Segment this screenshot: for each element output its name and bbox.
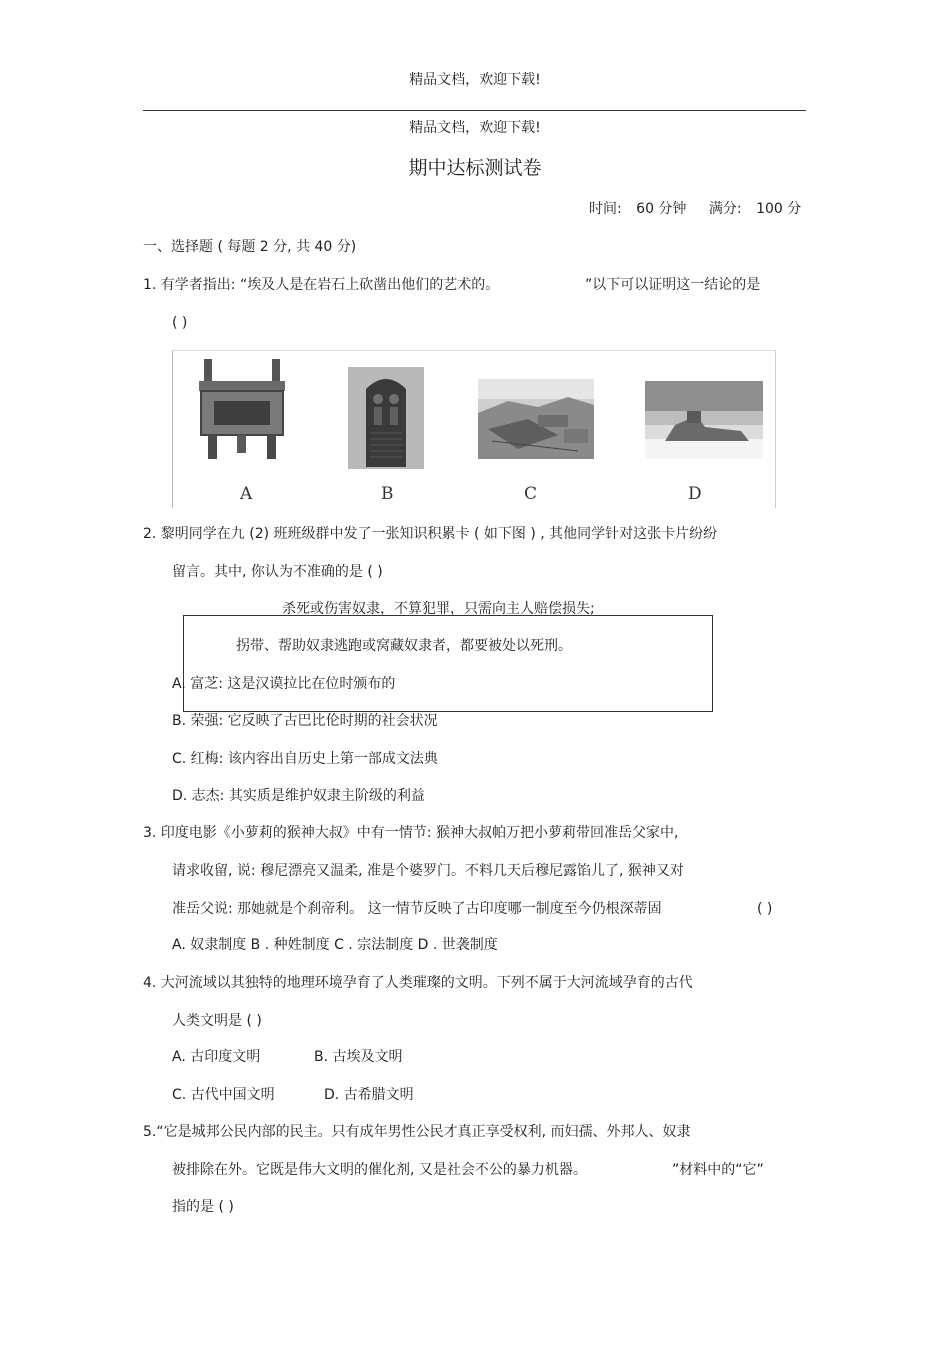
q4-option-a: A. 古印度文明	[172, 1049, 261, 1065]
q4-line1: 4. 大河流域以其独特的地理环境孕育了人类璀璨的文明。下列不属于大河流域孕育的古代	[143, 975, 693, 991]
q4-option-d: D. 古希腊文明	[324, 1087, 414, 1103]
ancient-ruins-icon	[478, 379, 594, 459]
q3-line2: 请求收留, 说: 穆尼漂亮又温柔, 准是个婆罗门。不料几天后穆尼露馅儿了, 猴神又对	[172, 863, 684, 879]
header-divider	[143, 110, 806, 111]
q4-option-b: B. 古埃及文明	[314, 1049, 403, 1065]
exam-meta	[589, 199, 801, 219]
q1-caption-d: D	[688, 484, 702, 504]
q3-line3: 准岳父说: 那她就是个刹帝利。 这一情节反映了古印度哪一制度至今仍根深蒂固	[172, 901, 662, 917]
q2-line2: 留言。其中, 你认为不准确的是 ( )	[172, 564, 383, 580]
q5-line1: 5.“它是城邦公民内部的民主。只有成年男性公民才真正享受权利, 而妇孺、外邦人、奴隶	[143, 1124, 691, 1140]
time-label: 时间:	[589, 201, 622, 217]
watermark-second: 精品文档，欢迎下载!	[409, 120, 541, 136]
q1-caption-c: C	[524, 484, 538, 504]
q2-card-line2: 拐带、帮助奴隶逃跑或窝藏奴隶者，都要被处以死刑。	[236, 638, 572, 654]
q5-line2-end: ”材料中的“它”	[672, 1162, 764, 1178]
q3-answer-blank: ( )	[757, 901, 773, 917]
q1-image-strip	[172, 350, 776, 508]
q2-line1: 2. 黎明同学在九 (2) 班班级群中发了一张知识积累卡 ( 如下图 ) , 其他同学针对这张卡片纷纷	[143, 526, 718, 542]
q1-caption-a: A	[240, 484, 253, 504]
bronze-ding-icon	[196, 357, 288, 463]
q2-option-a: A. 富芝: 这是汉谟拉比在位时颁布的	[172, 676, 396, 692]
section-heading: 一、选择题 ( 每题 2 分, 共 40 分)	[143, 239, 357, 255]
q2-option-d: D. 志杰: 其实质是维护奴隶主阶级的利益	[172, 788, 425, 804]
knowledge-card	[183, 615, 713, 712]
q5-line2: 被排除在外。它既是伟大文明的催化剂, 又是社会不公的暴力机器。	[172, 1162, 587, 1178]
q1-line1b: ”以下可以证明这一结论的是	[585, 277, 761, 293]
q2-card-line1: 杀死或伤害奴隶，不算犯罪，只需向主人赔偿损失;	[282, 601, 595, 617]
score-label: 满分:	[708, 201, 742, 217]
q3-options: A. 奴隶制度 B . 种姓制度 C . 宗法制度 D . 世袭制度	[172, 937, 498, 953]
q1-caption-b: B	[381, 484, 394, 504]
q2-option-b: B. 荣强: 它反映了古巴比伦时期的社会状况	[172, 713, 438, 729]
q1-line1a: 1. 有学者指出: “埃及人是在岩石上砍凿出他们的艺术的。	[143, 277, 500, 293]
watermark-top: 精品文档，欢迎下载!	[409, 72, 541, 88]
q2-option-c: C. 红梅: 该内容出自历史上第一部成文法典	[172, 751, 438, 767]
q1-answer-blank: ( )	[172, 315, 188, 331]
q4-line2: 人类文明是 ( )	[172, 1013, 262, 1029]
exam-title: 期中达标测试卷	[408, 157, 542, 179]
score-value: 100 分	[756, 201, 802, 217]
q4-option-c: C. 古代中国文明	[172, 1087, 275, 1103]
q5-line3: 指的是 ( )	[172, 1199, 234, 1215]
time-value: 60 分钟	[636, 201, 687, 217]
sphinx-icon	[645, 381, 763, 459]
q3-line1: 3. 印度电影《小萝莉的猴神大叔》中有一情节: 猴神大叔帕万把小萝莉带回准岳父家中,	[143, 825, 679, 841]
hammurabi-stele-icon	[348, 367, 424, 469]
